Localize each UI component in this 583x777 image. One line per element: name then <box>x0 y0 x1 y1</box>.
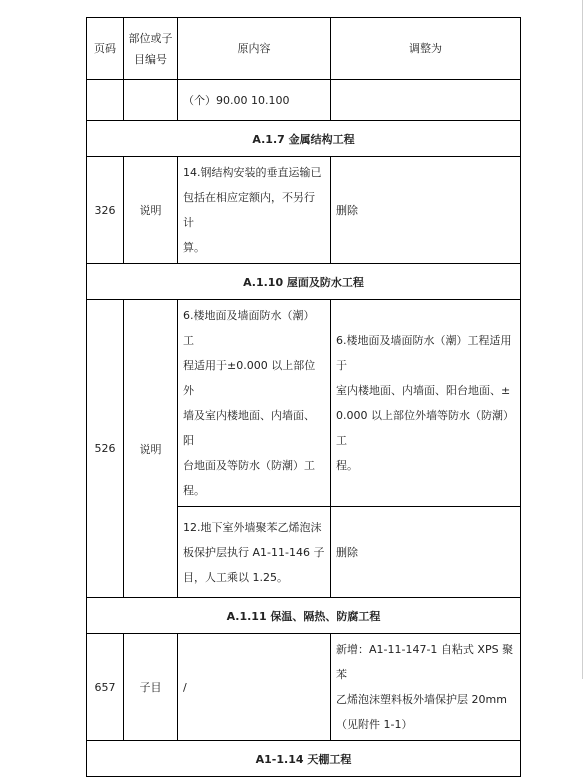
cell-adjusted: 删除 <box>331 507 521 598</box>
cell-adjusted: 新增：A1-11-147-1 自粘式 XPS 聚苯 乙烯泡沫塑料板外墙保护层 20mm （见附件 1-1） <box>331 634 521 741</box>
header-original: 原内容 <box>178 18 331 80</box>
cell-page <box>87 80 124 121</box>
table-row <box>87 300 521 507</box>
table-header-row <box>87 18 521 80</box>
cell-adjusted: 6.楼地面及墙面防水（潮）工程适用于 室内楼地面、内墙面、阳台地面、± 0.000 以上部位外墙等防水（防潮）工 程。 <box>331 300 521 507</box>
cell-original: 6.楼地面及墙面防水（潮）工 程适用于±0.000 以上部位外 墙及室内楼地面、内墙面、阳 台地面及等防水（防潮）工程。 <box>178 300 331 507</box>
table-row <box>87 157 521 264</box>
cell-part: 说明 <box>124 300 178 598</box>
table-row <box>87 80 521 121</box>
cell-part: 说明 <box>124 157 178 264</box>
header-page: 页码 <box>87 18 124 80</box>
section-row <box>87 121 521 157</box>
header-part: 部位或子 目编号 <box>124 18 178 80</box>
cell-original: / <box>178 634 331 741</box>
cell-original: 12.地下室外墙聚苯乙烯泡沫 板保护层执行 A1-11-146 子 目，人工乘以 1.25。 <box>178 507 331 598</box>
section-title: A.1.7 金属结构工程 <box>87 121 521 157</box>
cell-adjusted: 删除 <box>331 157 521 264</box>
adjustment-table <box>86 17 521 777</box>
section-row <box>87 264 521 300</box>
header-adjusted: 调整为 <box>331 18 521 80</box>
section-title: A.1.11 保温、隔热、防腐工程 <box>87 598 521 634</box>
section-title: A.1.10 屋面及防水工程 <box>87 264 521 300</box>
cell-original: （个）90.00 10.100 <box>178 80 331 121</box>
cell-part: 子目 <box>124 634 178 741</box>
cell-adjusted <box>331 80 521 121</box>
cell-page: 657 <box>87 634 124 741</box>
section-title: A1-1.14 天棚工程 <box>87 741 521 777</box>
cell-part <box>124 80 178 121</box>
cell-page: 526 <box>87 300 124 598</box>
section-row <box>87 741 521 777</box>
cell-original: 14.钢结构安装的垂直运输已 包括在相应定额内，不另行计 算。 <box>178 157 331 264</box>
table-row <box>87 634 521 741</box>
cell-page: 326 <box>87 157 124 264</box>
section-row <box>87 598 521 634</box>
